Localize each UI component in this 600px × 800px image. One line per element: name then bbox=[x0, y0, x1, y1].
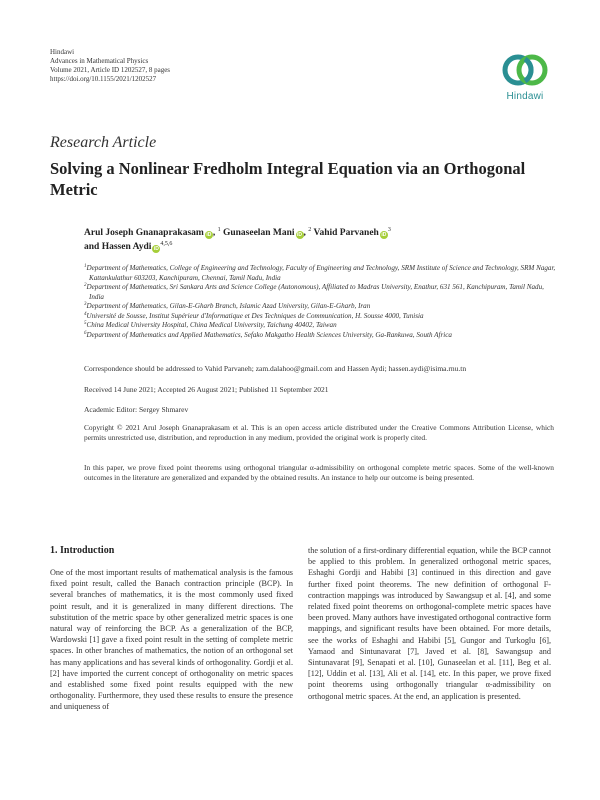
affiliation-item: $^1$Department of Mathematics, College of Engineering and Technology, Faculty of Engineering and Technology, SRM Institute of Science and Technology, SRM Nagar, Kattankulathur 603203, Kanchipuram, Chennai, Tamil Nadu, India bbox=[84, 264, 556, 282]
article-title: Solving a Nonlinear Fredholm Integral Equation via an Orthogonal Metric bbox=[50, 159, 526, 199]
affiliation-item: $^5$China Medical University Hospital, China Medical University, Taichung 40402, Taiwan bbox=[84, 321, 337, 329]
affiliation-item: $^2$Department of Mathematics, Sri Sankara Arts and Science College (Autonomous), Affiliated to Madras University, Enathur, 631 561, Kanchipuram, Tamil Nadu, India bbox=[84, 283, 544, 301]
section-heading-introduction: 1. Introduction bbox=[50, 545, 115, 556]
affiliation-item: $^4$Université de Sousse, Institut Supérieur d'Informatique et Des Techniques de Communication, H. Sousse 4000, Tunisia bbox=[84, 311, 424, 320]
affiliation-item: $^3$Department of Mathematics, Gilan-E-Gharb Branch, Islamic Azad University, Gilan-E-Gharb, Iran bbox=[84, 302, 371, 310]
author-list bbox=[84, 227, 554, 254]
author-affil-sup: 3 bbox=[387, 227, 391, 233]
author-name: Arul Joseph Gnanaprakasam bbox=[84, 228, 204, 238]
orcid-icon[interactable]: iD bbox=[381, 232, 387, 238]
publisher-name: Hindawi bbox=[50, 48, 75, 56]
author-3[interactable] bbox=[313, 228, 390, 238]
doi-link[interactable]: https://doi.org/10.1155/2021/1202527 bbox=[50, 75, 157, 83]
logo-wordmark: Hindawi bbox=[506, 91, 544, 102]
orcid-icon[interactable]: iD bbox=[153, 245, 159, 252]
orcid-icon[interactable]: iD bbox=[206, 232, 212, 238]
body-column-right: the solution of a first-ordinary differential equation, while the BCP cannot be applied to this problem. In generalized orthogonal metric spaces, Eshaghi Gordji and Habibi [3] continued in this direction and gave further fixed point theorems. The new definition of orthogonal F-contraction mappings was introduced by Sawangsup et al. [4], and some related fixed point theorems on orthogonal-complete metric spaces have been proved. Many authors have investigated orthogonal contractive form mappings, and significant results have been obtained. For more details, see the works of Eshaghi and Habibi [5], Gungor and Turkoglu [6], Yamaod and Sintunavarat [7], Javed et al. [8], Sawangsup and Sintunavarat [9], Senapati et al. [10], Gunaseelan et al. [11], Beg et al. [12], Uddin et al. [13], Ali et al. [14], etc. In this paper, we prove fixed point theorems using orthogonally triangular α-admissibility on orthogonal metric spaces. At the end, an application is presented. bbox=[308, 546, 551, 701]
author-name: Vahid Parvaneh bbox=[313, 228, 379, 238]
author-affil-sup: 1 bbox=[217, 227, 221, 233]
author-affil-sup: 2 bbox=[308, 227, 312, 233]
author-name: Gunaseelan Mani bbox=[222, 228, 295, 238]
article-type: Research Article bbox=[50, 134, 157, 151]
affiliation-item: $^6$Department of Mathematics and Applied Mathematics, Sefako Makgatho Health Sciences University, Ga-Rankuwa, South Africa bbox=[84, 330, 452, 339]
academic-editor: Academic Editor: Sergey Shmarev bbox=[84, 405, 189, 414]
copyright-notice: Copyright © 2021 Arul Joseph Gnanaprakasam et al. This is an open access article distributed under the Creative Commons Attribution License, which permits unrestricted use, distribution, and reproduction in any medium, provided the original work is properly cited. bbox=[84, 423, 554, 442]
journal-header bbox=[50, 48, 170, 84]
correspondence: Correspondence should be addressed to Vahid Parvaneh; zam.dalahoo@gmail.com and Hassen Aydi; hassen.aydi@isima.rnu.tn bbox=[84, 364, 467, 373]
orcid-icon[interactable]: iD bbox=[297, 232, 302, 238]
affiliation-list bbox=[84, 264, 558, 340]
volume-info: Volume 2021, Article ID 1202527, 8 pages bbox=[50, 66, 171, 74]
body-column-left: One of the most important results of mathematical analysis is the famous fixed point result, called the Banach contraction principle (BCP). In several branches of mathematics, it is the most commonly used fixed point result, and it is generalized in many different directions. The substitution of the metric space by other generalized metric spaces is one natural way of reinforcing the BCP. As a generalization of the BCP, Wardowski [1] gave a fixed point result in the setting of complete metric spaces. In other branches of mathematics, the notion of an orthogonal set has many applications and has several kinds of orthogonality. Gordji et al. [2] have imported the current concept of orthogonality on metric spaces and established some fixed point results equipped with the new orthogonality. Furthermore, they used these results to ensure the presence and uniqueness of bbox=[50, 568, 293, 712]
abstract: In this paper, we prove fixed point theorems using orthogonal triangular α-admissibility on orthogonal complete metric spaces. Some of the well-known outcomes in the literature are generalized and expanded by the obtained results. An instance to help our outcome is being presented. bbox=[84, 463, 554, 482]
author-2[interactable]: Gunaseelan Mani iD , $^2$ bbox=[222, 227, 312, 238]
author-affil-sup: 4,5,6 bbox=[160, 240, 173, 247]
author-name: and Hassen Aydi bbox=[84, 241, 152, 252]
journal-name: Advances in Mathematical Physics bbox=[50, 57, 149, 65]
author-4[interactable] bbox=[84, 242, 172, 252]
publication-dates: Received 14 June 2021; Accepted 26 August 2021; Published 11 September 2021 bbox=[84, 385, 329, 394]
author-1[interactable]: Arul Joseph Gnanaprakasam iD , $^1$ bbox=[84, 227, 221, 238]
